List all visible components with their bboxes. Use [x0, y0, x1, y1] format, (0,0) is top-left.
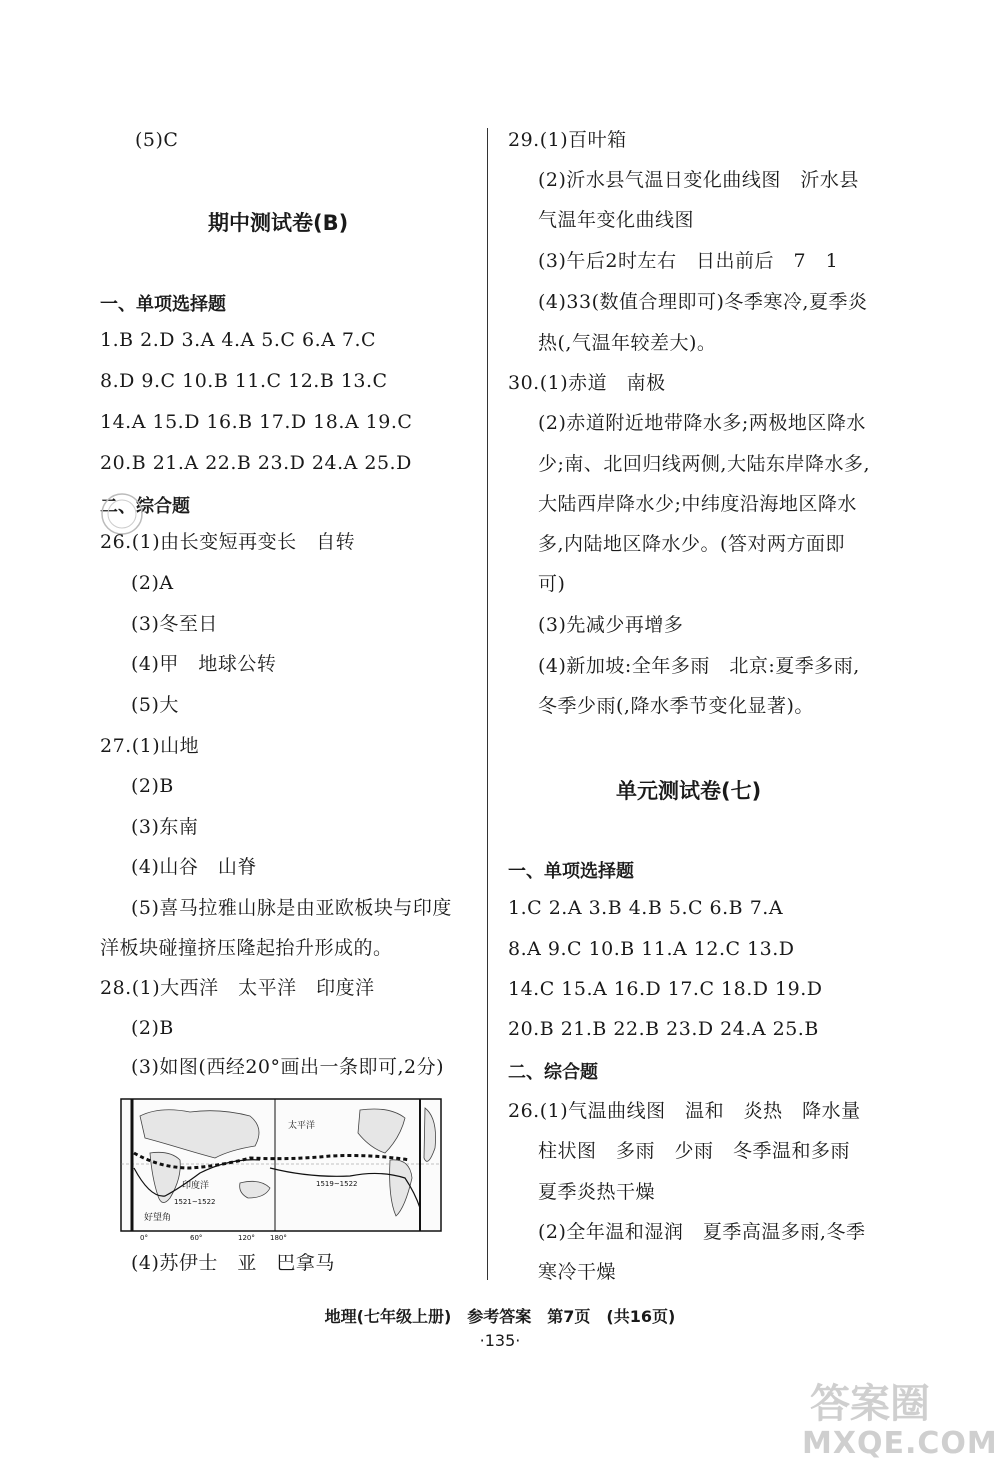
right-answer-line: 少;南、北回归线两侧,大陆东岸降水多, — [538, 453, 870, 475]
map-label-pacific: 太平洋 — [288, 1121, 316, 1131]
left-answer-line: 27.(1)山地 — [100, 735, 200, 757]
right-answer-line: 可) — [538, 573, 566, 595]
left-answer-line: (2)B — [131, 1017, 174, 1039]
right-answer-line: 夏季炎热干燥 — [538, 1181, 656, 1203]
right-answer-line: 柱状图 多雨 少雨 冬季温和多雨 — [538, 1140, 851, 1162]
left-answer-line: (4)甲 地球公转 — [131, 653, 277, 675]
midterm-title: 期中测试卷(B) — [208, 211, 349, 235]
right-answer-line: 大陆西岸降水少;中纬度沿海地区降水 — [538, 493, 857, 515]
map-label-years2: 1519~1522 — [316, 1180, 358, 1188]
left-answer-line: (3)冬至日 — [131, 613, 218, 635]
left-mcq-row: 1.B 2.D 3.A 4.A 5.C 6.A 7.C — [100, 329, 377, 351]
map-label-deg180: 180° — [270, 1234, 287, 1242]
left-mcq-row: 14.A 15.D 16.B 17.D 18.A 19.C — [100, 411, 413, 433]
right-mcq-row: 1.C 2.A 3.B 4.B 5.C 6.B 7.A — [508, 897, 784, 919]
right-answer-line: 寒冷干燥 — [538, 1261, 617, 1283]
right-answer-line: (2)沂水县气温日变化曲线图 沂水县 — [538, 169, 859, 191]
right-answer-line: (2)全年温和湿润 夏季高温多雨,冬季 — [538, 1221, 866, 1243]
right-answer-line: 气温年变化曲线图 — [538, 209, 695, 231]
left-section-mcq: 一、单项选择题 — [100, 294, 226, 315]
right-answer-line: 29.(1)百叶箱 — [508, 129, 627, 151]
watermark-brand: 答案圈 — [810, 1381, 930, 1427]
right-answer-line: 30.(1)赤道 南极 — [508, 372, 666, 394]
map-label-cape: 好望角 — [144, 1213, 172, 1223]
left-section-comprehensive: 二、综合题 — [100, 496, 190, 517]
right-mcq-row: 14.C 15.A 16.D 17.C 18.D 19.D — [508, 978, 823, 1000]
right-answer-line: (4)33(数值合理即可)冬季寒冷,夏季炎 — [538, 291, 868, 313]
left-top-answer: (5)C — [135, 129, 179, 151]
page-number: ·135· — [479, 1331, 521, 1350]
right-answer-line: 多,内陆地区降水少。(答对两方面即 — [538, 533, 845, 555]
right-answer-line: (3)先减少再增多 — [538, 614, 684, 636]
left-answer-line: (5)大 — [131, 694, 179, 716]
left-answer-line: (4)山谷 山脊 — [131, 856, 257, 878]
left-answer-line: (5)喜马拉雅山脉是由亚欧板块与印度 — [131, 897, 452, 919]
map-label-years1: 1521~1522 — [174, 1198, 216, 1206]
right-section-comprehensive: 二、综合题 — [508, 1062, 598, 1083]
right-answer-line: 热(,气温年较差大)。 — [538, 332, 717, 354]
watermark-site: MXQE.COM — [802, 1426, 998, 1461]
right-answer-line: 冬季少雨(,降水季节变化显著)。 — [538, 695, 814, 717]
left-answer-line: (3)如图(西经20°画出一条即可,2分) — [131, 1056, 445, 1078]
left-answer-line: (2)A — [131, 572, 174, 594]
map-label-deg120: 120° — [238, 1234, 255, 1242]
right-mcq-row: 20.B 21.B 22.B 23.D 24.A 25.B — [508, 1018, 819, 1040]
left-answer-line: (3)东南 — [131, 816, 199, 838]
right-answer-line: 26.(1)气温曲线图 温和 炎热 降水量 — [508, 1100, 861, 1122]
column-divider — [487, 128, 488, 1280]
page-footer: 地理(七年级上册) 参考答案 第7页 (共16页) — [324, 1307, 676, 1326]
map-label-indian: 印度洋 — [182, 1181, 210, 1191]
right-mcq-row: 8.A 9.C 10.B 11.A 12.C 13.D — [508, 938, 795, 960]
right-answer-line: (2)赤道附近地带降水多;两极地区降水 — [538, 412, 866, 434]
left-mcq-row: 20.B 21.A 22.B 23.D 24.A 25.D — [100, 452, 412, 474]
right-answer-line: (4)新加坡:全年多雨 北京:夏季多雨, — [538, 655, 860, 677]
left-answer-line: 26.(1)由长变短再变长 自转 — [100, 531, 356, 553]
left-answer-line: (2)B — [131, 775, 174, 797]
map-label-deg60: 60° — [190, 1234, 203, 1242]
left-answer-line: 28.(1)大西洋 太平洋 印度洋 — [100, 977, 375, 999]
left-answer-line: 洋板块碰撞挤压隆起抬升形成的。 — [100, 937, 393, 959]
world-map-figure — [120, 1098, 442, 1242]
right-section-mcq: 一、单项选择题 — [508, 861, 634, 882]
unit-test-title: 单元测试卷(七) — [616, 779, 762, 803]
right-answer-line: (3)午后2时左右 日出前后 7 1 — [538, 250, 839, 272]
left-answer-after-map: (4)苏伊士 亚 巴拿马 — [131, 1252, 335, 1274]
map-label-deg0: 0° — [140, 1234, 148, 1242]
left-mcq-row: 8.D 9.C 10.B 11.C 12.B 13.C — [100, 370, 388, 392]
